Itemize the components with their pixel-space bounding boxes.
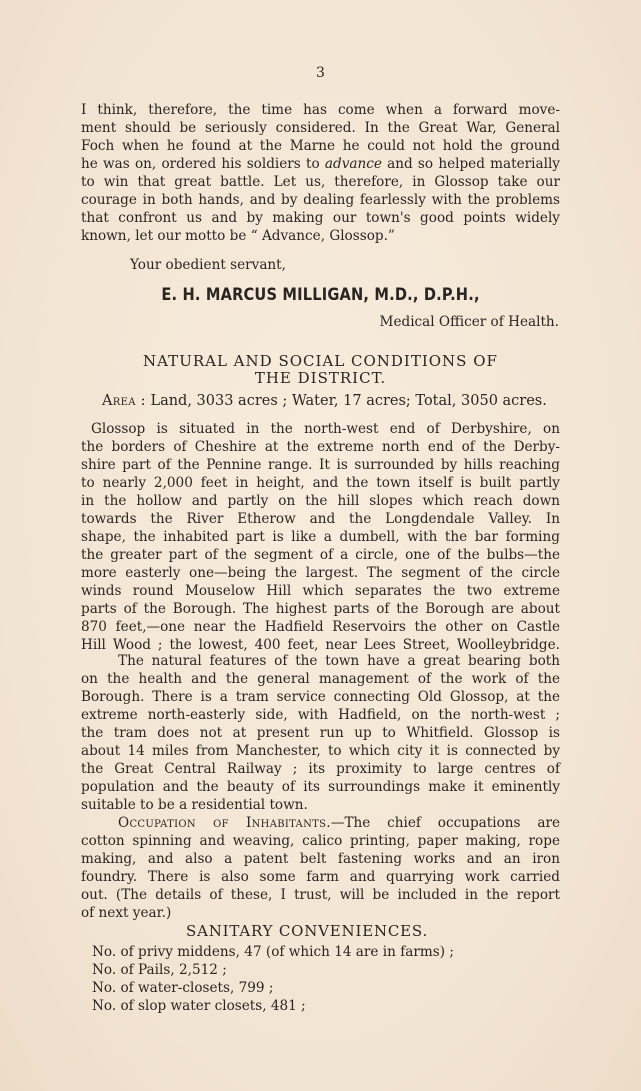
text-line: parts of the Borough. The highest parts of the Borough are about xyxy=(81,601,560,617)
text-line: courage in both hands, and by dealing fearlessly with the problems xyxy=(81,192,560,208)
text-line: making, and also a patent belt fastening works and an iron xyxy=(81,851,560,867)
signature-name: E. H. MARCUS MILLIGAN, M.D., D.P.H., xyxy=(161,285,480,305)
occupation-paragraph xyxy=(81,814,560,922)
italic-word: advance xyxy=(324,156,382,172)
glossop-paragraph xyxy=(81,420,560,654)
text-line-advance xyxy=(81,155,560,173)
list-item: No. of water-closets, 799 ; xyxy=(92,980,274,996)
text-line: Glossop is situated in the north-west end of Derbyshire, on xyxy=(91,421,560,437)
text-fragment: —The chief occupations are xyxy=(330,815,560,831)
text-line: to nearly 2,000 feet in height, and the town itself is built partly xyxy=(81,475,560,491)
text-line: extreme north-easterly side, with Hadfield, on the north-west ; xyxy=(81,707,560,723)
text-fragment: he was on, ordered his soldiers to xyxy=(81,156,320,172)
text-line: 870 feet,—one near the Hadfield Reservoirs the other on Castle xyxy=(81,619,560,635)
text-line: about 14 miles from Manchester, to which city it is connected by xyxy=(81,743,560,759)
text-line: shire part of the Pennine range. It is surrounded by hills reaching xyxy=(81,457,560,473)
text-line: known, let our motto be “ Advance, Glossop.” xyxy=(81,228,395,244)
closing-salutation: Your obedient servant, xyxy=(130,257,286,273)
text-line: The natural features of the town have a great bearing both xyxy=(118,653,560,669)
sanitary-heading: SANITARY CONVENIENCES. xyxy=(186,922,429,940)
section-heading-line-1: NATURAL AND SOCIAL CONDITIONS OF xyxy=(143,352,498,370)
text-line: the borders of Cheshire at the extreme north end of the Derby- xyxy=(81,439,560,455)
signature-title: Medical Officer of Health. xyxy=(379,314,559,330)
intro-paragraph xyxy=(81,101,560,245)
text-line: Borough. There is a tram service connecting Old Glossop, at the xyxy=(81,689,560,705)
text-line-occupation xyxy=(81,814,560,832)
text-line: the tram does not at present run up to Whitfield. Glossop is xyxy=(81,725,560,741)
text-line: more easterly one—being the largest. The segment of the circle xyxy=(81,565,560,581)
page-number: 3 xyxy=(316,65,325,81)
text-line: suitable to be a residential town. xyxy=(81,797,308,813)
text-line: foundry. There is also some farm and quarrying work carried xyxy=(81,869,560,885)
area-line xyxy=(102,393,547,409)
list-item: No. of Pails, 2,512 ; xyxy=(92,962,227,978)
area-text: Land, 3033 acres ; Water, 17 acres; Total, 3050 acres. xyxy=(150,393,547,409)
list-item: No. of privy middens, 47 (of which 14 are in farms) ; xyxy=(92,944,454,960)
text-fragment: and so helped materially xyxy=(387,156,560,172)
text-line: I think, therefore, the time has come when a forward move- xyxy=(81,102,560,118)
text-line: population and the beauty of its surroundings make it eminently xyxy=(81,779,560,795)
text-line: that confront us and by making our town's good points widely xyxy=(81,210,560,226)
text-line: out. (The details of these, I trust, will be included in the report xyxy=(81,887,560,903)
text-line: the Great Central Railway ; its proximity to large centres of xyxy=(81,761,560,777)
text-line: on the health and the general management of the work of the xyxy=(81,671,560,687)
list-item: No. of slop water closets, 481 ; xyxy=(92,998,306,1014)
area-label: Area : xyxy=(102,393,146,409)
text-line: to win that great battle. Let us, therefore, in Glossop take our xyxy=(81,174,560,190)
occupation-label: Occupation of Inhabitants. xyxy=(118,815,331,831)
text-line: cotton spinning and weaving, calico printing, paper making, rope xyxy=(81,833,560,849)
text-line: towards the River Etherow and the Longdendale Valley. In xyxy=(81,511,560,527)
text-line: in the hollow and partly on the hill slopes which reach down xyxy=(81,493,560,509)
text-line: winds round Mouselow Hill which separates the two extreme xyxy=(81,583,560,599)
natural-features-paragraph xyxy=(81,652,560,814)
text-line: ment should be seriously considered. In the Great War, General xyxy=(81,120,560,136)
text-line: Hill Wood ; the lowest, 400 feet, near Lees Street, Woolleybridge. xyxy=(81,637,560,653)
text-line: Foch when he found at the Marne he could not hold the ground xyxy=(81,138,560,154)
text-line: shape, the inhabited part is like a dumbell, with the bar forming xyxy=(81,529,560,545)
section-heading-line-2: THE DISTRICT. xyxy=(254,369,387,387)
text-line: the greater part of the segment of a circle, one of the bulbs—the xyxy=(81,547,560,563)
text-line: of next year.) xyxy=(81,905,172,921)
